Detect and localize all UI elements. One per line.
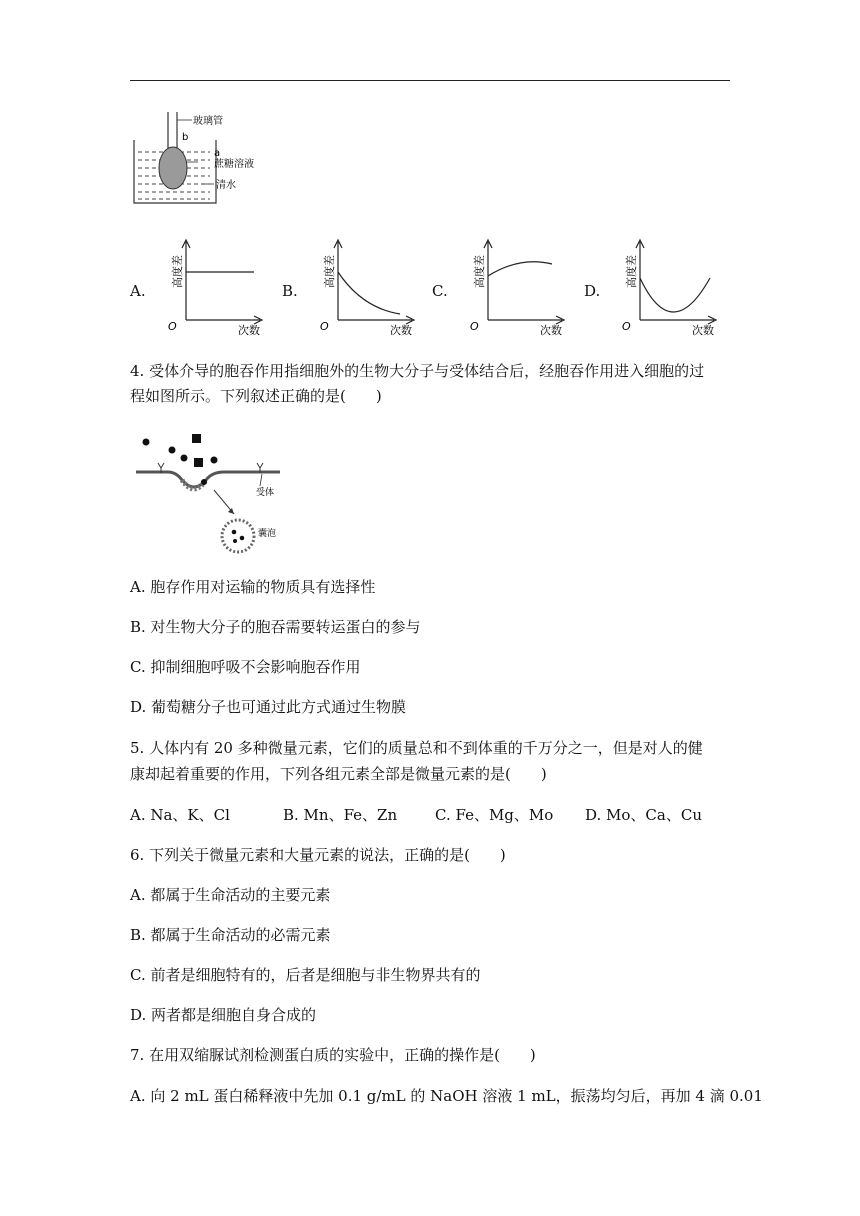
q5-option-d[interactable]: D. Mo、Ca、Cu (585, 806, 702, 824)
molecule-square (192, 434, 201, 443)
graph-xlabel: 次数 (390, 324, 412, 336)
q6-option-b[interactable]: B. 都属于生命活动的必需元素 (130, 926, 331, 944)
graph-option-c (450, 236, 580, 336)
q4-option-a[interactable]: A. 胞存作用对运输的物质具有选择性 (130, 578, 376, 596)
graph-curve (640, 278, 710, 312)
osmosis-apparatus-figure (130, 110, 280, 210)
graph-xlabel: 次数 (692, 324, 714, 336)
graph-axes (182, 240, 262, 324)
q7-option-a[interactable]: A. 向 2 mL 蛋白稀释液中先加 0.1 g/mL 的 NaOH 溶液 1 mL，振荡均匀后，再加 4 滴 0.01 (130, 1087, 763, 1105)
graph-xlabel: 次数 (238, 324, 260, 336)
mark-b: b (182, 132, 189, 143)
graph-origin: O (470, 320, 479, 333)
q6-option-d[interactable]: D. 两者都是细胞自身合成的 (130, 1006, 317, 1024)
molecule-dot (181, 455, 188, 462)
q4-option-d[interactable]: D. 葡萄糖分子也可通过此方式通过生物膜 (130, 698, 407, 716)
graph-curve (338, 272, 400, 314)
molecule-dot (169, 447, 176, 454)
q4-option-c[interactable]: C. 抑制细胞呼吸不会影响胞吞作用 (130, 658, 361, 676)
receptor-label: 受体 (256, 488, 275, 498)
q7-stem: 7. 在用双缩脲试剂检测蛋白质的实验中，正确的操作是( ) (130, 1046, 536, 1064)
molecule-dot (143, 439, 150, 446)
graph-origin: O (320, 320, 329, 333)
graph-ylabel: 高度差 (473, 255, 486, 288)
endocytosis-figure (134, 428, 284, 558)
graph-option-a (148, 236, 278, 336)
q4-option-b[interactable]: B. 对生物大分子的胞吞需要转运蛋白的参与 (130, 618, 421, 636)
graph-option-letter[interactable]: D. (584, 282, 601, 300)
header-rule (130, 80, 730, 81)
graph-ylabel: 高度差 (323, 255, 336, 288)
q6-option-c[interactable]: C. 前者是细胞特有的，后者是细胞与非生物界共有的 (130, 966, 481, 984)
vesicle-label: 囊泡 (258, 529, 277, 539)
q4-stem-line1: 4. 受体介导的胞吞作用指细胞外的生物大分子与受体结合后，经胞吞作用进入细胞的过 (130, 362, 705, 380)
q5-stem-line1: 5. 人体内有 20 多种微量元素，它们的质量总和不到体重的千万分之一，但是对人的健 (130, 739, 703, 757)
q5-stem-line2: 康却起着重要的作用，下列各组元素全部是微量元素的是( ) (130, 765, 547, 783)
graph-curve (488, 262, 552, 276)
graph-option-d (602, 236, 732, 336)
graph-option-letter[interactable]: C. (432, 282, 448, 300)
graph-ylabel: 高度差 (171, 255, 184, 288)
tube-label: 玻璃管 (193, 116, 223, 127)
q6-stem: 6. 下列关于微量元素和大量元素的说法，正确的是( ) (130, 846, 506, 864)
graph-origin: O (622, 320, 631, 333)
molecule-dot (211, 457, 218, 464)
graph-xlabel: 次数 (540, 324, 562, 336)
q6-option-a[interactable]: A. 都属于生命活动的主要元素 (130, 886, 331, 904)
q5-option-c[interactable]: C. Fe、Mg、Mo (435, 806, 554, 824)
q5-option-a[interactable]: A. Na、K、Cl (130, 806, 230, 824)
graph-origin: O (168, 320, 177, 333)
graph-option-letter[interactable]: B. (282, 282, 298, 300)
graph-axes (484, 240, 564, 324)
water-label: 清水 (216, 180, 236, 191)
graph-option-b (300, 236, 430, 336)
solution-label: 蔗糖溶液 (214, 159, 254, 170)
q4-stem-line2: 程如图所示。下列叙述正确的是( ) (130, 387, 382, 405)
graph-ylabel: 高度差 (625, 255, 638, 288)
molecule-square (194, 458, 203, 467)
mark-a: a (214, 148, 221, 159)
graph-option-letter[interactable]: A. (130, 282, 146, 300)
q5-option-b[interactable]: B. Mn、Fe、Zn (283, 806, 398, 824)
